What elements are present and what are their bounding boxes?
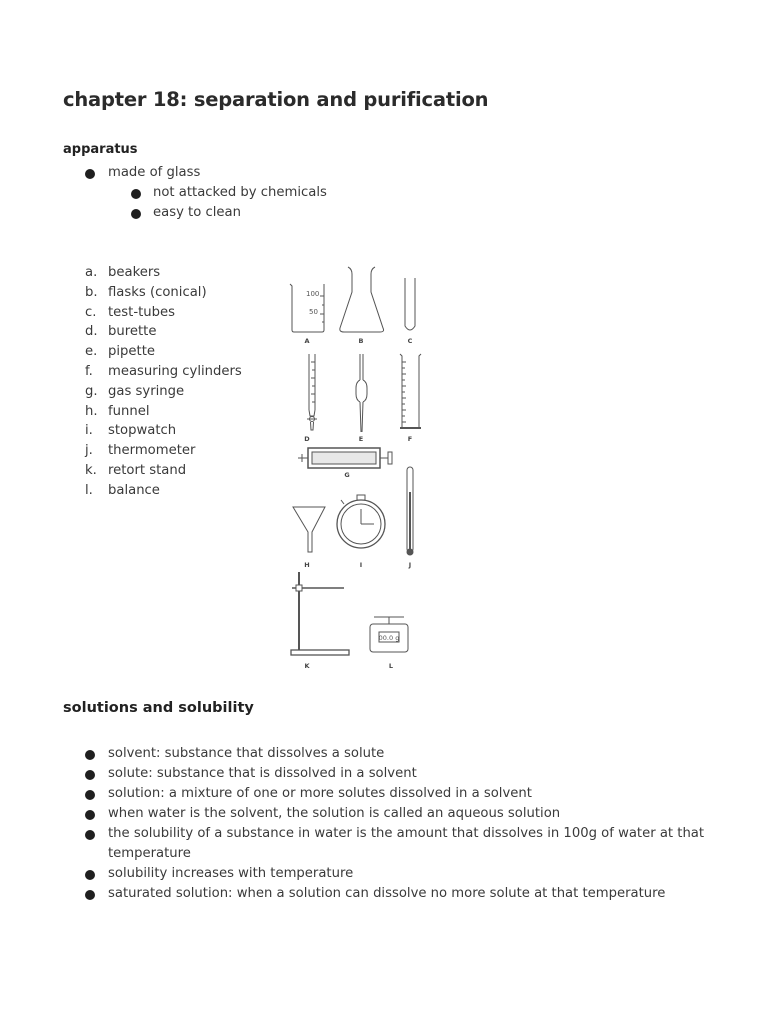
list-item-text: stopwatch — [108, 423, 177, 439]
list-item — [63, 461, 242, 481]
bullet-icon — [85, 169, 95, 179]
equipment-list — [63, 263, 242, 501]
apparatus-heading: apparatus — [63, 142, 138, 157]
retort-stand-icon — [291, 572, 349, 655]
figure-label-f: F — [407, 435, 413, 443]
list-item: easy to clean — [63, 203, 403, 223]
list-item-text: retort stand — [108, 462, 187, 478]
beaker-mark-50: 50 — [309, 308, 318, 316]
list-item-text: balance — [108, 482, 160, 498]
list-item — [63, 382, 242, 402]
list-item: solute: substance that is dissolved in a solvent — [63, 764, 713, 784]
list-item: when water is the solvent, the solution is called an aqueous solution — [63, 804, 713, 824]
list-item-text: test-tubes — [108, 304, 175, 320]
list-marker: e. — [85, 344, 98, 360]
bullet-icon — [85, 870, 95, 880]
beaker-icon — [290, 284, 324, 332]
bullet-icon — [85, 830, 95, 840]
bullet-icon — [131, 189, 141, 199]
figure-label-i: I — [359, 561, 363, 569]
figure-label-g: G — [344, 471, 350, 479]
list-marker: f. — [85, 363, 93, 379]
bullet-icon — [85, 790, 95, 800]
conical-flask-icon — [340, 267, 384, 332]
bullet-icon — [131, 209, 141, 219]
figure-label-l: L — [388, 662, 394, 670]
apparatus-figure — [284, 262, 430, 674]
list-item — [63, 421, 242, 441]
list-item — [63, 283, 242, 303]
list-marker: d. — [85, 324, 98, 340]
list-item-text: pipette — [108, 344, 155, 360]
solutions-list — [63, 744, 713, 904]
bullet-icon — [85, 890, 95, 900]
figure-label-e: E — [358, 435, 364, 443]
list-item-text: gas syringe — [108, 383, 185, 399]
list-item — [63, 481, 242, 501]
list-marker: a. — [85, 265, 98, 280]
gas-syringe-icon — [298, 448, 392, 468]
list-item — [63, 263, 242, 283]
figure-label-j: J — [408, 561, 412, 569]
figure-label-c: C — [407, 337, 413, 345]
list-item: solubility increases with temperature — [63, 864, 713, 884]
list-marker: g. — [85, 383, 98, 399]
bullet-icon — [85, 770, 95, 780]
solutions-heading: solutions and solubility — [63, 700, 254, 716]
funnel-icon — [293, 507, 325, 552]
beaker-mark-100: 100 — [306, 290, 320, 298]
list-item-text: thermometer — [108, 443, 196, 459]
list-item-text: flasks (conical) — [108, 284, 207, 300]
balance-display: 00.0 g — [378, 634, 400, 642]
list-item-text: beakers — [108, 265, 161, 280]
list-marker: k. — [85, 462, 97, 478]
bullet-icon — [85, 750, 95, 760]
list-item — [63, 342, 242, 362]
list-marker: c. — [85, 304, 97, 320]
list-item-text: burette — [108, 324, 157, 340]
list-item — [63, 441, 242, 461]
figure-label-h: H — [304, 561, 310, 569]
list-item: solvent: substance that dissolves a solute — [63, 744, 713, 764]
stopwatch-icon — [337, 495, 385, 548]
figure-label-d: D — [304, 435, 310, 443]
list-marker: b. — [85, 284, 98, 300]
list-marker: i. — [85, 423, 93, 439]
list-item: saturated solution: when a solution can dissolve no more solute at that temperature — [63, 884, 713, 904]
list-marker: j. — [85, 443, 93, 459]
list-marker: h. — [85, 403, 98, 419]
list-item-text: measuring cylinders — [108, 363, 242, 379]
list-marker: l. — [85, 482, 93, 498]
apparatus-list — [63, 163, 403, 223]
list-item: not attacked by chemicals — [63, 183, 403, 203]
list-item — [63, 303, 242, 323]
burette-icon — [307, 354, 317, 430]
page-title: chapter 18: separation and purification — [63, 88, 489, 111]
thermometer-icon — [407, 467, 413, 555]
figure-label-k: K — [304, 662, 310, 670]
list-item: made of glass — [63, 163, 403, 183]
measuring-cylinder-icon — [400, 354, 421, 428]
list-item-text: funnel — [108, 403, 150, 419]
test-tube-icon — [405, 278, 415, 330]
list-item: the solubility of a substance in water is the amount that dissolves in 100g of water at that temperature — [63, 824, 713, 864]
bullet-icon — [85, 810, 95, 820]
figure-label-b: B — [358, 337, 364, 345]
list-item — [63, 362, 242, 382]
list-item — [63, 402, 242, 422]
pipette-icon — [356, 354, 367, 432]
list-item: solution: a mixture of one or more solutes dissolved in a solvent — [63, 784, 713, 804]
figure-label-a: A — [304, 337, 310, 345]
list-item — [63, 322, 242, 342]
balance-icon — [370, 617, 408, 652]
